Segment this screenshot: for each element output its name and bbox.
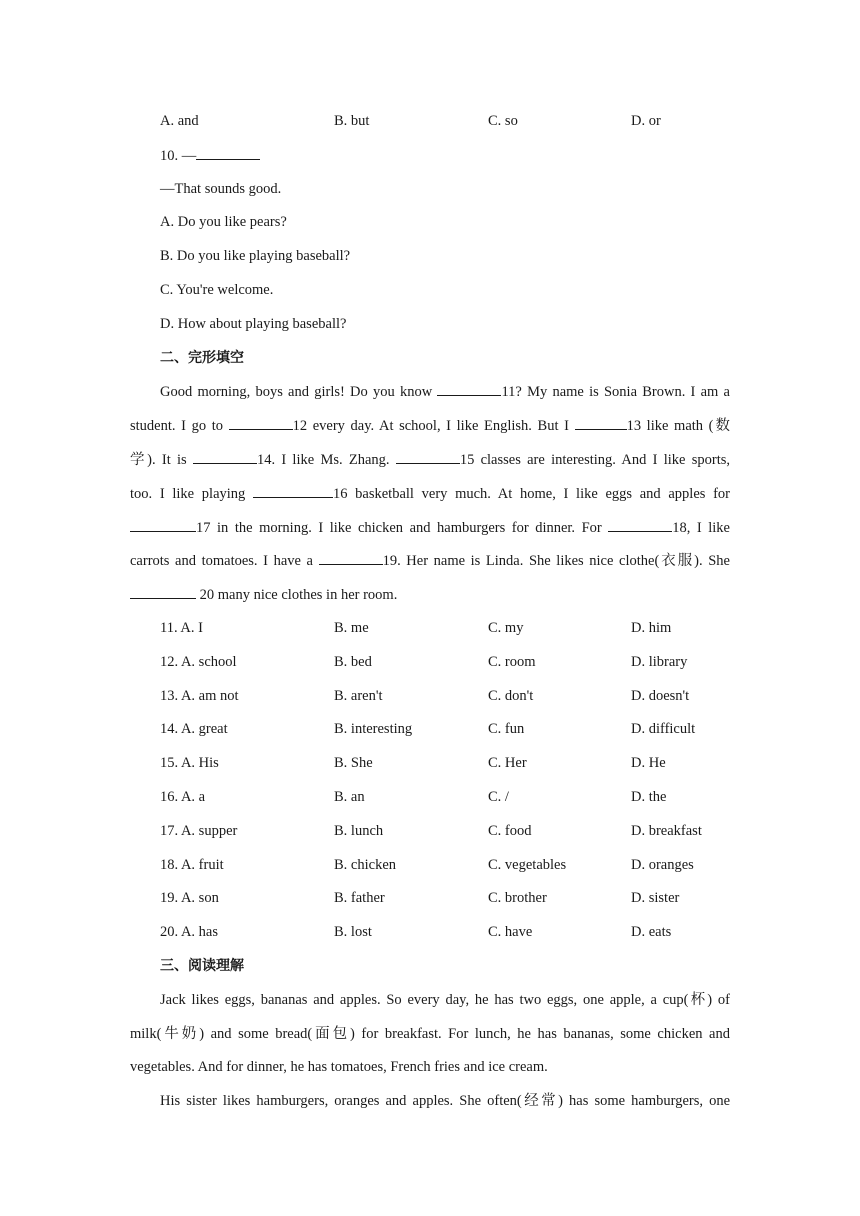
q9-option-a: A. and	[160, 113, 199, 129]
answer-blank	[575, 415, 627, 430]
q10-option-a: A. Do you like pears?	[160, 214, 287, 231]
answer-blank	[437, 381, 501, 396]
passage-line	[130, 381, 730, 415]
option-b: B. bed	[334, 653, 372, 670]
passage-text: 20 many nice clothes in her room.	[196, 587, 398, 604]
page-content	[130, 111, 730, 1125]
passage-text: 14. I like Ms. Zhang.	[256, 451, 396, 468]
answer-blank	[130, 584, 196, 599]
question-row	[130, 618, 730, 652]
option-b: B. an	[334, 788, 365, 805]
question-row	[130, 922, 730, 956]
option-c: C. food	[488, 822, 532, 839]
option-b: B. lunch	[334, 822, 384, 839]
option-d: D. him	[631, 619, 672, 636]
passage-line	[130, 415, 730, 449]
option-a: 12. A. school	[160, 653, 237, 670]
option-d: D. sister	[631, 890, 680, 907]
passage-text: 18, I like	[672, 519, 730, 536]
option-b: B. She	[334, 755, 373, 772]
question-row	[130, 821, 730, 855]
option-d: D. the	[631, 788, 667, 805]
passage-line: His sister likes hamburgers, oranges and apples. She often(经常) has some hamburgers, one	[160, 1093, 730, 1110]
passage-text: carrots and tomatoes. I have a	[130, 553, 319, 570]
question-row	[130, 787, 730, 821]
option-c: C. have	[488, 924, 533, 941]
section-heading-reading: 三、阅读理解	[160, 957, 244, 974]
option-b: B. me	[334, 619, 369, 636]
passage-text: 16 basketball very much. At home, I like eggs and apples for	[332, 485, 730, 502]
answer-blank	[608, 517, 672, 532]
option-b: B. interesting	[334, 721, 413, 738]
passage-line	[130, 483, 730, 517]
passage-line: Jack likes eggs, bananas and apples. So every day, he has two eggs, one apple, a cup(杯) of	[160, 991, 730, 1008]
question-row	[130, 719, 730, 753]
q9-option-b: B. but	[334, 113, 370, 129]
option-c: C. brother	[488, 890, 547, 907]
option-a: 18. A. fruit	[160, 856, 224, 873]
reading-passage	[130, 990, 730, 1125]
q10-reply: —That sounds good.	[160, 180, 282, 197]
passage-text: 12 every day. At school, I like English. But I	[292, 418, 575, 435]
option-c: C. fun	[488, 721, 525, 738]
option-c: C. /	[488, 788, 509, 805]
option-b: B. aren't	[334, 687, 383, 704]
section-heading-cloze: 二、完形填空	[160, 349, 244, 366]
passage-text: 13 like math (数	[626, 418, 730, 435]
passage-text: 学). It is	[130, 451, 193, 468]
passage-text: 15 classes are interesting. And I like sports,	[459, 451, 730, 468]
option-a: 20. A. has	[160, 924, 218, 941]
question-row	[130, 753, 730, 787]
q9-options-row	[130, 111, 730, 145]
option-c: C. don't	[488, 687, 534, 704]
option-d: D. library	[631, 653, 688, 670]
question-row	[130, 855, 730, 889]
answer-blank	[196, 145, 260, 160]
question-row	[130, 686, 730, 720]
passage-line	[130, 584, 730, 618]
q10-option-c: C. You're welcome.	[160, 281, 274, 298]
answer-blank	[130, 517, 196, 532]
option-b: B. chicken	[334, 856, 397, 873]
passage-line: milk(牛奶) and some bread(面包) for breakfast. For lunch, he has bananas, some chicken and	[130, 1025, 730, 1042]
option-d: D. oranges	[631, 856, 694, 873]
answer-blank	[319, 550, 383, 565]
question-row	[130, 888, 730, 922]
option-b: B. lost	[334, 924, 372, 941]
option-d: D. breakfast	[631, 822, 702, 839]
q9-option-d: D. or	[631, 113, 661, 129]
option-c: C. Her	[488, 755, 527, 772]
passage-line	[130, 449, 730, 483]
passage-text: 17 in the morning. I like chicken and hamburgers for dinner. For	[196, 519, 609, 536]
option-a: 13. A. am not	[160, 687, 239, 704]
option-c: C. room	[488, 653, 536, 670]
passage-line: vegetables. And for dinner, he has tomatoes, French fries and ice cream.	[130, 1059, 548, 1076]
passage-line	[130, 517, 730, 551]
passage-text: too. I like playing	[130, 485, 253, 502]
answer-blank	[253, 483, 333, 498]
cloze-passage	[130, 381, 730, 618]
option-a: 16. A. a	[160, 788, 206, 805]
option-a: 17. A. supper	[160, 822, 238, 839]
q10-stem	[130, 145, 730, 179]
answer-blank	[396, 449, 460, 464]
passage-text: 19. Her name is Linda. She likes nice clothe(衣服). She	[382, 553, 730, 570]
q10-stem-text: 10. —	[160, 147, 197, 164]
option-a: 11. A. I	[160, 619, 203, 636]
option-a: 14. A. great	[160, 721, 228, 738]
option-c: C. vegetables	[488, 856, 567, 873]
q10-option-d: D. How about playing baseball?	[160, 315, 347, 332]
passage-text: student. I go to	[130, 418, 229, 435]
answer-blank	[193, 449, 257, 464]
option-d: D. eats	[631, 924, 672, 941]
passage-text: 11? My name is Sonia Brown. I am a	[501, 384, 730, 401]
option-c: C. my	[488, 619, 524, 636]
answer-blank	[229, 415, 293, 430]
q10-option-b: B. Do you like playing baseball?	[160, 248, 351, 265]
option-d: D. He	[631, 755, 666, 772]
option-a: 19. A. son	[160, 890, 219, 907]
question-row	[130, 652, 730, 686]
option-d: D. doesn't	[631, 687, 690, 704]
option-b: B. father	[334, 890, 385, 907]
passage-line	[130, 550, 730, 584]
passage-text: Good morning, boys and girls! Do you know	[160, 384, 438, 401]
q9-option-c: C. so	[488, 113, 518, 129]
option-d: D. difficult	[631, 721, 696, 738]
option-a: 15. A. His	[160, 755, 219, 772]
cloze-questions	[130, 618, 730, 956]
